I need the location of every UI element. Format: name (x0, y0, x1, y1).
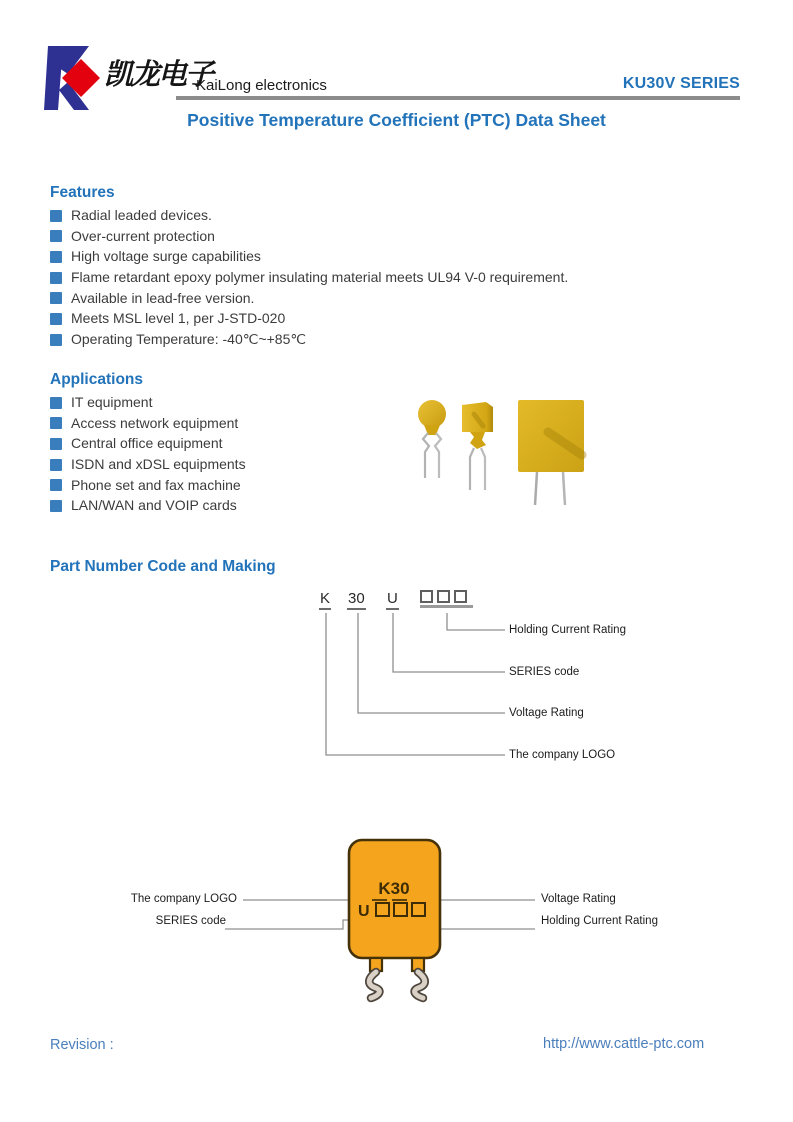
bullet-square-icon (50, 397, 62, 409)
code-label-series: SERIES code (509, 666, 580, 678)
series-label: KU30V SERIES (622, 75, 740, 92)
list-item (50, 205, 568, 226)
code-label-voltage: Voltage Rating (509, 707, 584, 719)
ptc-device-body (349, 840, 440, 958)
list-item-label: IT equipment (71, 394, 153, 410)
marking-label-voltage-rating: Voltage Rating (541, 893, 616, 905)
device-marking-u: U (358, 903, 370, 920)
list-item-label: Access network equipment (71, 414, 239, 431)
list-item-label: Flame retardant epoxy polymer insulating material meets UL94 V-0 requirement. (71, 269, 569, 286)
list-item-label: Central office equipment (71, 435, 223, 452)
bullet-square-icon (50, 251, 62, 263)
bullet-square-icon (50, 479, 62, 491)
bullet-square-icon (50, 334, 62, 346)
list-item (50, 246, 568, 267)
revision-label: Revision : (50, 1037, 114, 1053)
list-item-label: Phone set and fax machine (71, 476, 241, 493)
list-item-label: Meets MSL level 1, per J-STD-020 (71, 310, 286, 327)
code-label-holding-current: Holding Current Rating (509, 624, 626, 636)
product-photos-image (398, 392, 598, 520)
features-heading: Features (50, 184, 115, 201)
code-token-voltage: 30 (347, 590, 366, 610)
company-logo-icon (44, 46, 104, 110)
list-item-label: Available in lead-free version. (71, 289, 255, 306)
bullet-square-icon (50, 272, 62, 284)
list-item (50, 475, 246, 496)
features-list (50, 205, 568, 350)
device-medium (462, 402, 493, 490)
list-item (50, 433, 246, 454)
bullet-square-icon (50, 313, 62, 325)
page-title: Positive Temperature Coefficient (PTC) Data Sheet (187, 110, 606, 130)
marking-label-holding-current: Holding Current Rating (541, 915, 658, 927)
list-item-label: Operating Temperature: -40℃~+85℃ (71, 331, 307, 348)
bullet-square-icon (50, 230, 62, 242)
device-wires (369, 972, 425, 998)
bullet-square-icon (50, 417, 62, 429)
company-name: KaiLong electronics (196, 77, 327, 94)
device-large (518, 400, 584, 505)
device-small-disc (418, 400, 446, 478)
list-item-label: Over-current protection (71, 227, 215, 244)
list-item (50, 288, 568, 309)
list-item (50, 495, 246, 516)
marking-label-company-logo: The company LOGO (130, 893, 237, 905)
code-label-company-logo: The company LOGO (509, 749, 616, 761)
part-number-heading: Part Number Code and Making (50, 558, 276, 575)
list-item-label: High voltage surge capabilities (71, 248, 261, 265)
code-token-logo: K (319, 590, 331, 610)
bullet-square-icon (50, 210, 62, 222)
list-item-label: Radial leaded devices. (71, 207, 212, 223)
list-item-label: ISDN and xDSL equipments (71, 456, 246, 473)
website-link[interactable]: http://www.cattle-ptc.com (543, 1036, 705, 1052)
device-marking-k30: K30 (378, 879, 410, 898)
marking-label-series-code: SERIES code (155, 915, 226, 927)
bullet-square-icon (50, 292, 62, 304)
bullet-square-icon (50, 500, 62, 512)
list-item (50, 226, 568, 247)
header-rule (176, 96, 740, 100)
applications-list (50, 392, 246, 516)
applications-heading: Applications (50, 371, 144, 388)
list-item (50, 454, 246, 475)
list-item (50, 308, 568, 329)
list-item (50, 267, 568, 288)
company-name-chinese: 凯龙电子 (104, 57, 213, 91)
list-item (50, 392, 246, 413)
list-item (50, 329, 568, 350)
code-token-series: U (386, 590, 399, 610)
list-item (50, 413, 246, 434)
bullet-square-icon (50, 438, 62, 450)
list-item-label: LAN/WAN and VOIP cards (71, 497, 237, 514)
bullet-square-icon (50, 459, 62, 471)
